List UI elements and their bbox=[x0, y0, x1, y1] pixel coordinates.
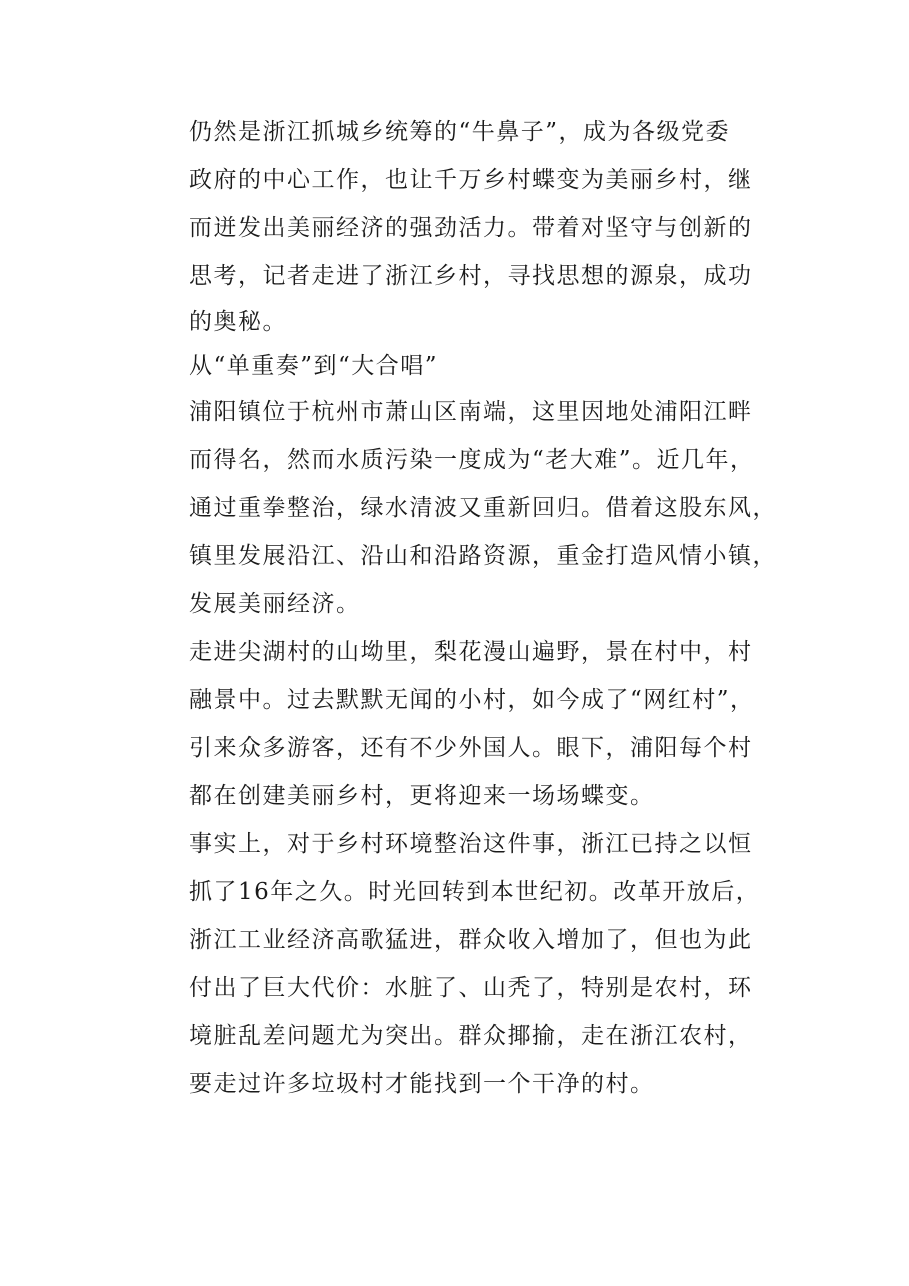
paragraph-line: 事实上，对于乡村环境整治这件事，浙江已持之以恒 bbox=[189, 831, 753, 857]
paragraph-line: 引来众多游客，还有不少外国人。眼下，浦阳每个村 bbox=[189, 735, 753, 761]
section-heading: 从“单重奏”到“大合唱” bbox=[189, 353, 439, 379]
paragraph-line: 要走过许多垃圾村才能找到一个干净的村。 bbox=[189, 1071, 655, 1097]
paragraph-line: 境脏乱差问题尤为突出。群众揶揄，走在浙江农村， bbox=[189, 1023, 753, 1049]
paragraph-line: 发展美丽经济。 bbox=[189, 591, 361, 617]
paragraph-line: 走进尖湖村的山坳里，梨花漫山遍野，景在村中，村 bbox=[189, 639, 753, 665]
paragraph-line: 浦阳镇位于杭州市萧山区南端，这里因地处浦阳江畔 bbox=[189, 399, 753, 425]
paragraph-line: 而迸发出美丽经济的强劲活力。带着对坚守与创新的 bbox=[189, 215, 753, 241]
paragraph-line: 政府的中心工作，也让千万乡村蝶变为美丽乡村，继 bbox=[189, 167, 753, 193]
paragraph-line: 而得名，然而水质污染一度成为“老大难”。近几年， bbox=[189, 447, 755, 473]
paragraph-line: 浙江工业经济高歌猛进，群众收入增加了，但也为此 bbox=[189, 927, 753, 953]
paragraph-line: 的奥秘。 bbox=[189, 309, 287, 335]
paragraph-line: 仍然是浙江抓城乡统筹的“牛鼻子”，成为各级党委 bbox=[189, 119, 731, 145]
paragraph-line: 付出了巨大代价：水脏了、山秃了，特别是农村，环 bbox=[189, 975, 753, 1001]
paragraph-line: 融景中。过去默默无闻的小村，如今成了“网红村”， bbox=[189, 687, 755, 713]
paragraph-line: 通过重拳整治，绿水清波又重新回归。借着这股东风， bbox=[189, 495, 777, 521]
paragraph-line: 抓了16年之久。时光回转到本世纪初。改革开放后， bbox=[189, 879, 761, 905]
paragraph-line: 镇里发展沿江、沿山和沿路资源，重金打造风情小镇， bbox=[189, 543, 777, 569]
article-body bbox=[189, 108, 789, 1108]
paragraph-line: 都在创建美丽乡村，更将迎来一场场蝶变。 bbox=[189, 783, 655, 809]
paragraph-line: 思考，记者走进了浙江乡村，寻找思想的源泉，成功 bbox=[189, 263, 753, 289]
